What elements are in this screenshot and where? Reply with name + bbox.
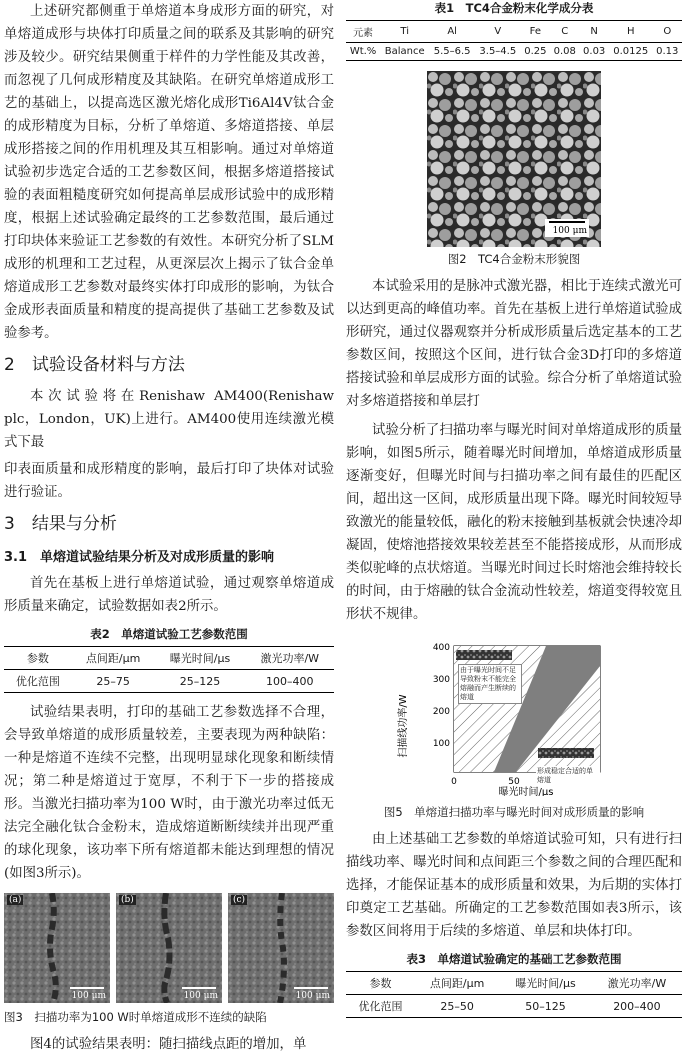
table-1-cell: 0.03 xyxy=(579,43,608,61)
paragraph-intro-conclusion: 上述研究都侧重于单熔道本身成形方面的研究，对单熔道成形与块体打印质量之间的联系及其影响的研究涉及较少。研究结果侧重于样件的力学性能及其改善，而忽视了几何成形精度及其缺陷。在研究单熔道成形工艺的基础上，以提高选区激光熔化成形Ti6Al4V钛合金的成形精度为目标，分析了单熔道、多熔道搭接、单层成形搭接之间的作用机理及其互相影响。通过对单熔道试验初步选定合适的工艺参数区间，根据多熔道搭接试验的表面粗糙度研究如何提高单层成形试验中的成形精度，根据上述试验确定最终的工艺参数范围，最后通过打印块体来验证工艺参数的有效性。本研究分析了SLM成形的机理和工艺过程，从更深层次上揭示了钛合金单熔道成形工艺参数对最终实体打印成形的影响，为钛合金成形表面质量和精度的提高提供了基础工艺参数及试验参考。 xyxy=(4,4,334,341)
table-3-header: 激光功率/W xyxy=(592,972,682,995)
x-tick-label: 0 xyxy=(451,777,457,787)
table-1-header: Ti xyxy=(380,21,429,43)
figure-5-caption: 图5 单熔道扫描功率与曝光时间对成形质量的影响 xyxy=(383,805,645,819)
figure-3-panel-a xyxy=(4,893,110,1003)
panel-label: (b) xyxy=(121,895,134,905)
table-1-header: Fe xyxy=(521,21,550,43)
table-2-header: 参数 xyxy=(4,647,72,670)
table-2-cell: 100–400 xyxy=(246,670,335,693)
table-2-cell: 25–125 xyxy=(154,670,245,693)
y-axis-label: 扫描线功率/W xyxy=(398,694,409,758)
table-1-header: H xyxy=(609,21,653,43)
table-3-cell: 200–400 xyxy=(592,995,682,1018)
table-2-caption: 表2 单熔道试验工艺参数范围 xyxy=(90,627,248,641)
scale-bar-label: 100 μm xyxy=(552,226,587,236)
figure-2-image xyxy=(427,71,601,247)
paragraph-verification: 印表面质量和成形精度的影响，最后打印了块体对试验进行验证。 xyxy=(4,462,334,500)
table-row xyxy=(346,43,682,61)
paragraph-fig4-results: 图4的试验结果表明：随扫描线点距的增加，单 xyxy=(30,1037,307,1052)
table-3-cell: 25–50 xyxy=(415,995,499,1018)
paragraph-power-exposure: 试验分析了扫描功率与曝光时间对单熔道成形的质量影响，如图5所示，随着曝光时间增加，单熔道成形质量逐渐变好，但曝光时间与扫描功率之间有最佳的匹配区间，超出这一区间，成形质量出现下降。曝光时间较短导致激光的能量较低，融化的粉末接触到基板就会快速冷却凝固，使熔池搭接效果较差甚至不能搭接成形，从而形成类似驼峰的点状熔道。当曝光时间过长时熔池会维持较长的时间，由于熔融的钛合金流动性较差，熔道变得较宽且形状不规律。 xyxy=(346,423,682,622)
micrograph-image xyxy=(4,893,110,1003)
right-column xyxy=(346,0,682,1018)
table-2-cell: 优化范围 xyxy=(4,670,72,693)
section-3-heading: 3 结果与分析 xyxy=(4,514,117,534)
table-1-header: O xyxy=(653,21,682,43)
annotation-stable-track: 形成稳定合适的单熔道 xyxy=(536,766,600,786)
track-image xyxy=(538,748,594,758)
scale-bar-label: 100 μm xyxy=(295,991,330,1001)
table-1-cell: 3.5–4.5 xyxy=(475,43,521,61)
table-1-cell: 0.0125 xyxy=(609,43,653,61)
scale-bar-label: 100 μm xyxy=(183,991,218,1001)
panel-label: (c) xyxy=(233,895,246,905)
figure-3-panel-c xyxy=(228,893,334,1003)
table-1-cell: 0.13 xyxy=(653,43,682,61)
table-3-caption: 表3 单熔道试验确定的基础工艺参数范围 xyxy=(406,952,622,966)
scale-bar-label: 100 μm xyxy=(71,991,106,1001)
micrograph-image xyxy=(116,893,222,1003)
table-1-header: C xyxy=(550,21,579,43)
table-3-header: 参数 xyxy=(346,972,415,995)
subsection-3-1-heading: 3.1 单熔道试验结果分析及对成形质量的影响 xyxy=(4,550,275,565)
table-1-header: 元素 xyxy=(346,21,380,43)
y-tick-label: 400 xyxy=(432,643,450,653)
table-3-cell: 50–125 xyxy=(499,995,592,1018)
table-1-cell: Wt.% xyxy=(346,43,380,61)
table-2-header: 点间距/μm xyxy=(72,647,155,670)
figure-3 xyxy=(4,893,334,1025)
table-1-cell: 5.5–6.5 xyxy=(429,43,475,61)
figure-5 xyxy=(346,636,682,820)
y-tick-label: 300 xyxy=(432,675,450,685)
table-3-cell: 优化范围 xyxy=(346,995,415,1018)
table-row xyxy=(346,995,682,1018)
table-1-header: N xyxy=(579,21,608,43)
table-1-cell: Balance xyxy=(380,43,429,61)
figure-5-chart xyxy=(346,636,682,796)
figure-2-caption: 图2 TC4合金粉末形貌图 xyxy=(447,252,581,266)
table-1-cell: 0.08 xyxy=(550,43,579,61)
figure-3-caption: 图3 扫描功率为100 W时单熔道成形不连续的缺陷 xyxy=(4,1010,267,1024)
paragraph-results-defects: 试验结果表明，打印的基础工艺参数选择不合理，会导致单熔道的成形质量较差，主要表现为两种缺陷：一种是熔道不连续不完整，出现明显球化现象和断续情况；第二种是熔道过于宽厚，不利于下一步的搭接成形。当激光扫描功率为100 W时，由于激光功率过低无法完全融化钛合金粉末，造成熔道断断续续并出现严重的球化现象，该功率下所有熔道都未能达到理想的情况(如图3所示)。 xyxy=(4,705,334,881)
x-axis-label: 曝光时间/μs xyxy=(498,787,554,796)
table-1 xyxy=(346,0,682,61)
left-column xyxy=(4,0,334,1056)
panel-label: (a) xyxy=(9,895,22,905)
paragraph-parameter-summary: 由上述基础工艺参数的单熔道试验可知，只有进行扫描线功率、曝光时间和点间距三个参数之间的合理匹配和选择，才能保证基本的成形质量和效果，为后期的实体打印奠定工艺基础。所确定的工艺参数范围如表3所示，该参数区间将用于后续的多熔道、单层和块体打印。 xyxy=(346,832,682,939)
figure-3-panel-b xyxy=(116,893,222,1003)
x-tick-label: 50 xyxy=(508,777,520,787)
table-1-header: Al xyxy=(429,21,475,43)
powder-micrograph xyxy=(427,71,601,247)
table-1-cell: 0.25 xyxy=(521,43,550,61)
table-3-header: 点间距/μm xyxy=(415,972,499,995)
table-1-header: V xyxy=(475,21,521,43)
micrograph-image xyxy=(228,893,334,1003)
figure-2 xyxy=(346,71,682,267)
paragraph-equipment: 本次试验将在Renishaw AM400(Renishaw plc，London，UK)上进行。AM400使用连续激光模式下最 xyxy=(4,389,334,450)
track-image xyxy=(456,650,512,660)
table-1-caption: 表1 TC4合金粉末化学成分表 xyxy=(434,1,594,15)
table-row xyxy=(4,670,334,693)
table-2-cell: 25–75 xyxy=(72,670,155,693)
y-tick-label: 200 xyxy=(432,707,450,717)
annotation-insufficient-exposure: 由于曝光时间不足导致粉末不能完全熔融而产生断续的熔道 xyxy=(458,664,522,704)
table-3-header: 曝光时间/μs xyxy=(499,972,592,995)
paragraph-pulsed-laser: 本试验采用的是脉冲式激光器，相比于连续式激光可以达到更高的峰值功率。首先在基板上进行单熔道试验成形研究，通过仪器观察并分析成形质量后选定基本的工艺参数区间，按照这个区间，进行钛合金3D打印的多熔道搭接试验和单层成形方面的试验。综合分析了单熔道试验对多熔道搭接和单层打 xyxy=(346,279,682,409)
section-2-heading: 2 试验设备材料与方法 xyxy=(4,355,185,375)
y-tick-label: 100 xyxy=(432,739,450,749)
table-2 xyxy=(4,626,334,693)
table-2-header: 激光功率/W xyxy=(246,647,335,670)
table-3 xyxy=(346,951,682,1018)
table-2-header: 曝光时间/μs xyxy=(154,647,245,670)
paragraph-single-track-intro: 首先在基板上进行单熔道试验，通过观察单熔道成形质量来确定，试验数据如表2所示。 xyxy=(4,576,334,614)
